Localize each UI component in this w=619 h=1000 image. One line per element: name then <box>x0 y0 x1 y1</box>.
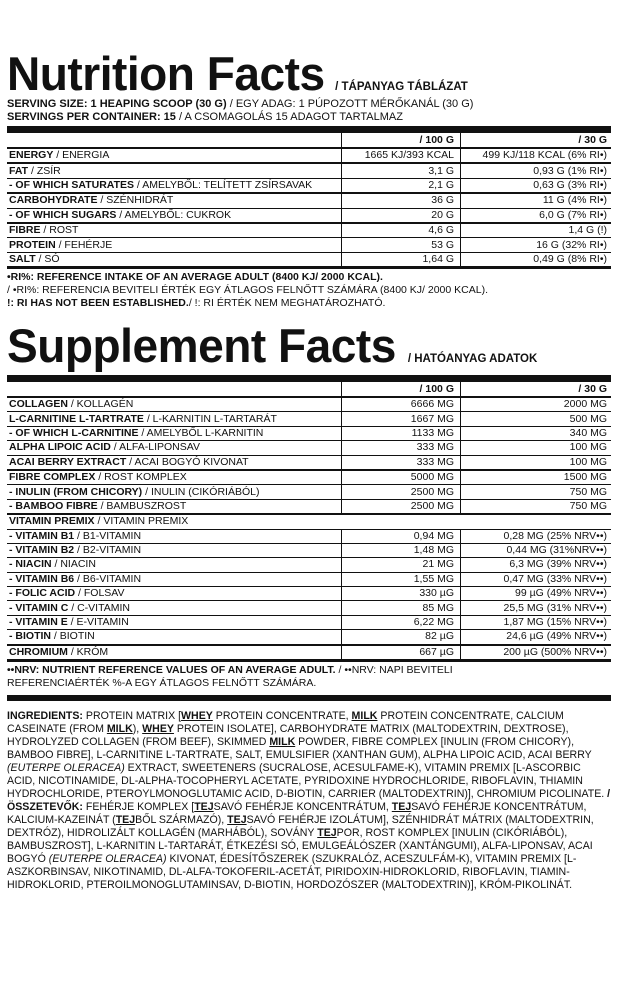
table-row <box>7 397 611 412</box>
nutrition-facts-subtitle: / TÁPANYAG TÁBLÁZAT <box>335 81 468 93</box>
value-per-30g: 0,28 MG (25% NRV••) <box>461 529 612 543</box>
table-row <box>7 178 611 193</box>
value-per-30g: 2000 MG <box>461 397 612 412</box>
table-row <box>7 441 611 455</box>
row-label-hu: / KRÓM <box>67 645 109 658</box>
value-per-100g: 53 G <box>342 238 461 252</box>
nutrition-facts-title: Nutrition Facts <box>7 47 325 100</box>
value-per-30g: 100 MG <box>461 455 612 470</box>
row-label-hu: / AMELYBŐL: TELÍTETT ZSÍRSAVAK <box>134 178 313 191</box>
ri-note: •RI%: REFERENCE INTAKE OF AN AVERAGE ADULT (8400 KJ/ 2000 KCAL). / •RI%: REFERENCIA BEVITELI ÉRTÉK EGY ÁTLAGOS FELNŐTT SZÁMÁRA (8400 KJ/ 2000 KCAL). !: RI HAS NOT BEEN ESTABLISHED./ !: RI ÉRTÉK NEM MEGHATÁROZHATÓ. <box>7 271 489 310</box>
value-per-100g: 1133 MG <box>342 426 461 440</box>
ingredients-segment: MILK <box>351 710 378 723</box>
value-per-100g: 1667 MG <box>342 412 461 426</box>
value-per-30g: 24,6 µG (49% NRV••) <box>461 630 612 645</box>
value-per-30g: 0,44 MG (31%NRV••) <box>461 543 612 557</box>
row-label: FIBRE COMPLEX <box>9 471 96 484</box>
supplement-facts-subtitle: / HATÓANYAG ADATOK <box>407 353 538 365</box>
row-label-hu: / C-VITAMIN <box>68 601 130 614</box>
value-per-30g: 16 G (32% RI•) <box>461 238 612 252</box>
nutrition-column-header: / 100 G / 30 G <box>7 133 611 148</box>
table-row <box>7 543 611 557</box>
row-label-hu: / AMELYBŐL: CUKROK <box>116 208 232 221</box>
value-per-100g: 2500 MG <box>342 499 461 514</box>
row-label: - VITAMIN B6 <box>9 572 75 585</box>
row-label: CARBOHYDRATE <box>9 194 98 207</box>
row-label: - BIOTIN <box>9 630 51 643</box>
value-per-30g: 0,63 G (3% RI•) <box>461 178 612 193</box>
value-per-100g: 667 µG <box>342 645 461 659</box>
value-per-30g: 750 MG <box>461 499 612 514</box>
ingredients-label: INGREDIENTS: <box>7 710 83 723</box>
row-label-hu: / B6-VITAMIN <box>74 572 142 585</box>
vitamin-premix-row <box>7 514 611 529</box>
row-label-hu: / FEHÉRJE <box>55 238 113 251</box>
ingredients-segment: POR, ROST KOMPLEX [INULIN (CIKÓRIÁBÓL), BAMBUSZROST], L-KARNITIN L-TARTARÁT, ÉTKEZÉSI SÓ, EMULGEÁLÓSZER (XANTÁNGUMI), ALFA-LIPONSAV, ACAI BOGYÓ <box>7 827 593 866</box>
value-per-100g: 3,1 G <box>342 163 461 178</box>
row-label-hu: / B1-VITAMIN <box>74 529 142 542</box>
value-per-100g: 82 µG <box>342 630 461 645</box>
row-label-hu: / ALFA-LIPONSAV <box>110 441 200 454</box>
table-row <box>7 499 611 514</box>
row-label-hu: / E-VITAMIN <box>67 616 129 629</box>
table-row <box>7 630 611 645</box>
ingredients-segment: PROTEIN ISOLATE], CARBOHYDRATE MATRIX (MALTODEXTRIN, DEXTROSE), HYDROLYZED COLLAGEN (FROM BEEF), SKIMMED <box>7 723 569 749</box>
ingredients-segment: MILK <box>106 723 133 736</box>
row-label: FIBRE <box>9 224 41 237</box>
value-per-100g: 85 MG <box>342 601 461 615</box>
value-per-100g: 2500 MG <box>342 485 461 499</box>
row-label: - OF WHICH L-CARNITINE <box>9 426 139 439</box>
ingredients-segment: (EUTERPE OLERACEA) <box>48 853 167 866</box>
row-label-hu: / BIOTIN <box>51 630 95 643</box>
ingredients-segment: WHEY <box>142 723 174 736</box>
supplement-column-header: / 100 G / 30 G <box>7 382 611 397</box>
ingredients-segment: TEJ <box>227 814 247 827</box>
value-per-30g: 499 KJ/118 KCAL (6% RI•) <box>461 148 612 163</box>
table-row <box>7 572 611 586</box>
row-label: - VITAMIN B1 <box>9 529 75 542</box>
serving-size-line: SERVING SIZE: 1 HEAPING SCOOP (30 G) / EGY ADAG: 1 PÚPOZOTT MÉRŐKANÁL (30 G) <box>7 98 474 110</box>
table-row <box>7 485 611 499</box>
row-label: ENERGY <box>9 149 54 162</box>
row-label-hu: / KOLLAGÉN <box>67 398 134 411</box>
table-row <box>7 193 611 208</box>
row-label-hu: / FOLSAV <box>75 587 125 600</box>
row-label: ALPHA LIPOIC ACID <box>9 441 111 454</box>
table-row <box>7 645 611 659</box>
nutrition-facts-panel <box>7 47 611 310</box>
nutrition-table <box>7 133 611 266</box>
supplement-table <box>7 382 611 659</box>
ingredients-segment: POWDER, FIBRE COMPLEX [INULIN (FROM CHICORY), BAMBOO FIBRE], L-CARNITINE L-TARTRATE, SALT, EMULSIFIER (XANTHAN GUM), ALPHA LIPOIC ACID, ACAI BERRY <box>7 736 592 762</box>
row-label-hu: / ROST KOMPLEX <box>95 471 187 484</box>
value-per-100g: 4,6 G <box>342 223 461 238</box>
value-per-100g: 36 G <box>342 193 461 208</box>
value-per-100g: 21 MG <box>342 558 461 572</box>
ingredients-segment: MILK <box>269 736 296 749</box>
table-row <box>7 455 611 470</box>
value-per-100g: 6,22 MG <box>342 615 461 629</box>
value-per-30g: 99 µG (49% NRV••) <box>461 587 612 601</box>
ingredients-segment: TEJ <box>391 801 412 814</box>
table-row <box>7 587 611 601</box>
value-per-100g: 1,48 MG <box>342 543 461 557</box>
value-per-30g: 1,87 MG (15% NRV••) <box>461 615 612 629</box>
row-label-hu: / ZSÍR <box>28 164 61 177</box>
ingredients-segment: PROTEIN MATRIX [ <box>82 710 182 723</box>
row-label: L-CARNITINE L-TARTRATE <box>9 412 144 425</box>
row-label: CHROMIUM <box>9 645 68 658</box>
ingredients-segment: EXTRACT, SWEETENERS (SUCRALOSE, ACESULFAME-K), VITAMIN PREMIX [L-ASCORBIC ACID, NICOTINAMIDE, DL-ALPHA-TOCOPHERYL ACETATE, PYRIDOXINE HYDROCHLORIDE, RIBOFLAVIN, THIAMIN HYDROCHLORIDE, PTEROYLMONOGLUTAMIC ACID, D-BIOTIN, CARRIER (MALTODEXTRIN)], CHROMIUM PICOLINATE. <box>7 762 608 801</box>
ingredients-segment: SAVÓ FEHÉRJE IZOLÁTUM], SZÉNHIDRÁT MÁTRIX (MALTODEXTRIN, DEXTRÓZ), HIDROLIZÁLT KOLLAGÉN (MARHÁBÓL), SOVÁNY <box>7 814 594 840</box>
value-per-30g: 0,47 MG (33% NRV••) <box>461 572 612 586</box>
table-row <box>7 426 611 440</box>
value-per-100g: 333 MG <box>342 441 461 455</box>
row-label: COLLAGEN <box>9 398 68 411</box>
table-row <box>7 412 611 426</box>
ingredients-segment: WHEY <box>181 710 213 723</box>
row-label: - VITAMIN E <box>9 616 68 629</box>
value-per-100g: 333 MG <box>342 455 461 470</box>
value-per-100g: 1,64 G <box>342 252 461 266</box>
ingredients-segment: (EUTERPE OLERACEA) <box>7 762 125 775</box>
ingredients-segment: TEJ <box>115 814 136 827</box>
supplement-facts-panel <box>7 319 611 892</box>
row-label-hu: / ACAI BOGYÓ KIVONAT <box>126 455 249 468</box>
table-row <box>7 252 611 266</box>
row-label-hu: / ENERGIA <box>53 149 110 162</box>
value-per-30g: 500 MG <box>461 412 612 426</box>
table-row <box>7 208 611 223</box>
value-per-30g: 100 MG <box>461 441 612 455</box>
row-label: - VITAMIN C <box>9 601 69 614</box>
table-row <box>7 615 611 629</box>
row-label: PROTEIN <box>9 238 56 251</box>
value-per-30g: 200 µG (500% NRV••) <box>461 645 612 659</box>
ingredients-segment: FEHÉRJE KOMPLEX [ <box>82 801 195 814</box>
value-per-100g: 330 µG <box>342 587 461 601</box>
row-label: FAT <box>9 164 29 177</box>
value-per-100g: 1665 KJ/393 KCAL <box>342 148 461 163</box>
row-label-hu: / ROST <box>40 224 79 237</box>
ingredients-segment: BŐL SZÁRMAZÓ), <box>135 814 228 827</box>
value-per-100g: 5000 MG <box>342 470 461 485</box>
value-per-100g: 1,55 MG <box>342 572 461 586</box>
row-label: - OF WHICH SATURATES <box>9 178 135 191</box>
row-label: - INULIN (FROM CHICORY) <box>9 485 143 498</box>
row-label-hu: / BAMBUSZROST <box>97 499 187 512</box>
table-row <box>7 470 611 485</box>
value-per-30g: 1500 MG <box>461 470 612 485</box>
row-label-hu: / L-KARNITIN L-TARTARÁT <box>143 412 277 425</box>
row-label: - VITAMIN B2 <box>9 544 75 557</box>
row-label-hu: / SZÉNHIDRÁT <box>97 194 174 207</box>
value-per-100g: 2,1 G <box>342 178 461 193</box>
value-per-30g: 1,4 G (!) <box>461 223 612 238</box>
row-label-hu: / NIACIN <box>51 558 96 571</box>
value-per-100g: 6666 MG <box>342 397 461 412</box>
table-row <box>7 163 611 178</box>
table-row <box>7 148 611 163</box>
ingredients-segment: ), <box>132 723 143 736</box>
ingredients-segment: SAVÓ FEHÉRJE KONCENTRÁTUM, KALCIUM-KAZEINÁT ( <box>7 801 587 827</box>
table-row <box>7 601 611 615</box>
row-label: SALT <box>9 252 36 265</box>
table-row <box>7 529 611 543</box>
value-per-30g: 750 MG <box>461 485 612 499</box>
row-label-hu: / SÓ <box>35 252 60 265</box>
ingredients-text <box>7 710 611 892</box>
ingredients-segment: PROTEIN CONCENTRATE, <box>212 710 352 723</box>
value-per-30g: 11 G (4% RI•) <box>461 193 612 208</box>
row-label: VITAMIN PREMIX <box>9 515 95 528</box>
nrv-note: ••NRV: NUTRIENT REFERENCE VALUES OF AN AVERAGE ADULT. / ••NRV: NAPI BEVITELI REFERENCIAÉRTÉK %-A EGY ÁTLAGOS FELNŐTT SZÁMÁRA. <box>7 664 453 690</box>
row-label-hu: / AMELYBŐL L-KARNITIN <box>138 426 264 439</box>
ingredients-segment: SAVÓ FEHÉRJE KONCENTRÁTUM, <box>213 801 392 814</box>
table-row <box>7 238 611 252</box>
ingredients-segment: TEJ <box>317 827 337 840</box>
ingredients-segment: / ÖSSZETEVŐK: <box>7 788 611 814</box>
row-label: - FOLIC ACID <box>9 587 76 600</box>
table-row <box>7 558 611 572</box>
value-per-30g: 340 MG <box>461 426 612 440</box>
row-label-hu: / INULIN (CIKÓRIÁBÓL) <box>142 485 260 498</box>
row-label: - OF WHICH SUGARS <box>9 208 117 221</box>
row-label: ACAI BERRY EXTRACT <box>9 455 127 468</box>
value-per-30g: 6,3 MG (39% NRV••) <box>461 558 612 572</box>
value-per-100g: 0,94 MG <box>342 529 461 543</box>
ingredients-segment: TEJ <box>194 801 214 814</box>
ingredients-segment: PROTEIN CONCENTRATE, CALCIUM CASEINATE (FROM <box>7 710 564 736</box>
servings-per-container-line: SERVINGS PER CONTAINER: 15 / A CSOMAGOLÁS 15 ADAGOT TARTALMAZ <box>7 111 403 123</box>
value-per-30g: 25,5 MG (31% NRV••) <box>461 601 612 615</box>
row-label-hu: / B2-VITAMIN <box>74 544 142 557</box>
row-label: - BAMBOO FIBRE <box>9 499 98 512</box>
table-row <box>7 223 611 238</box>
value-per-30g: 0,49 G (8% RI•) <box>461 252 612 266</box>
supplement-facts-title: Supplement Facts <box>7 319 396 372</box>
row-label: - NIACIN <box>9 558 52 571</box>
ingredients-segment: KIVONAT, ÉDESÍTŐSZEREK (SZUKRALÓZ, ACESZULFÁM-K), VITAMIN PREMIX [L-ASZKORBINSAV, NIKOTINAMID, DL-ALFA-TOKOFERIL-ACETÁT, PIRIDOXIN-HIDROKLORID, RIBOFLAVIN, TIAMIN-HIDROKLORID, PTEROILMONOGLUTAMINSAV, D-BIOTIN, HORDOZÓSZER (MALTODEXTRIN)], KRÓM-PIKOLINÁT. <box>7 853 577 892</box>
value-per-30g: 6,0 G (7% RI•) <box>461 208 612 223</box>
row-label-hu: / VITAMIN PREMIX <box>94 515 189 528</box>
value-per-30g: 0,93 G (1% RI•) <box>461 163 612 178</box>
value-per-100g: 20 G <box>342 208 461 223</box>
